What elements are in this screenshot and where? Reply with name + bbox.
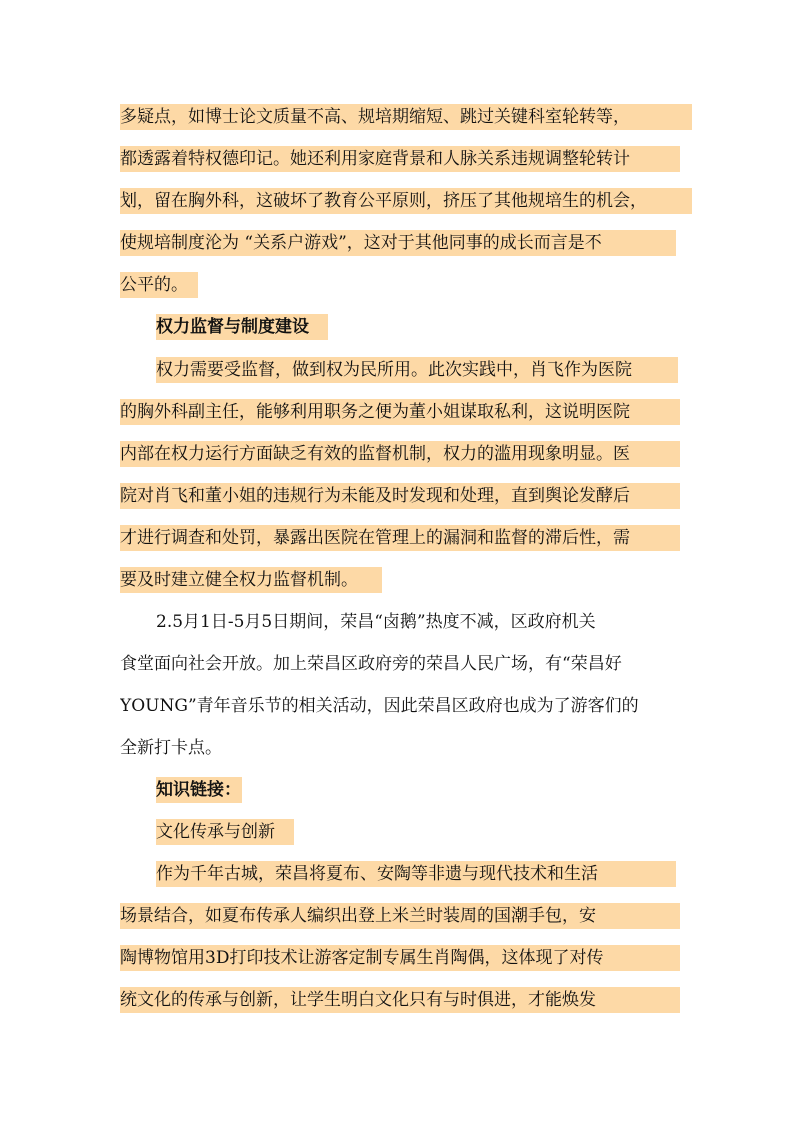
- body-line: 场景结合，如夏布传承人编织出登上米兰时装周的国潮手包，安: [120, 903, 680, 929]
- body-line: 都透露着特权德印记。她还利用家庭背景和人脉关系违规调整轮转计: [120, 146, 680, 172]
- section-heading: 权力监督与制度建设: [156, 314, 328, 340]
- body-line: 2.5月1日-5月5日期间，荣昌“卤鹅”热度不减，区政府机关: [156, 612, 596, 632]
- body-line: 划，留在胸外科，这破坏了教育公平原则，挤压了其他规培生的机会，: [120, 188, 692, 214]
- body-line: 使规培制度沦为 “关系户游戏”，这对于其他同事的成长而言是不: [120, 230, 676, 256]
- body-line: YOUNG”青年音乐节的相关活动，因此荣昌区政府也成为了游客们的: [120, 696, 639, 716]
- body-line: 权力需要受监督，做到权为民所用。此次实践中，肖飞作为医院: [156, 357, 678, 383]
- body-line: 陶博物馆用3D打印技术让游客定制专属生肖陶偶，这体现了对传: [120, 945, 680, 971]
- body-line: 食堂面向社会开放。加上荣昌区政府旁的荣昌人民广场，有“荣昌好: [120, 654, 622, 674]
- body-line: 全新打卡点。: [120, 738, 222, 758]
- body-line: 公平的。: [120, 272, 198, 298]
- body-line: 作为千年古城，荣昌将夏布、安陶等非遗与现代技术和生活: [156, 861, 676, 887]
- section-heading: 文化传承与创新: [156, 819, 294, 845]
- body-line: 的胸外科副主任，能够利用职务之便为董小姐谋取私利，这说明医院: [120, 399, 680, 425]
- body-line: 要及时建立健全权力监督机制。: [120, 567, 382, 593]
- body-line: 院对肖飞和董小姐的违规行为未能及时发现和处理，直到舆论发酵后: [120, 483, 680, 509]
- body-line: 才进行调查和处罚，暴露出医院在管理上的漏洞和监督的滞后性，需: [120, 525, 680, 551]
- body-line: 内部在权力运行方面缺乏有效的监督机制，权力的滥用现象明显。医: [120, 441, 680, 467]
- body-line: 统文化的传承与创新，让学生明白文化只有与时俱进，才能焕发: [120, 987, 680, 1013]
- knowledge-link-heading: 知识链接：: [156, 777, 242, 803]
- body-line: 多疑点，如博士论文质量不高、规培期缩短、跳过关键科室轮转等，: [120, 104, 692, 130]
